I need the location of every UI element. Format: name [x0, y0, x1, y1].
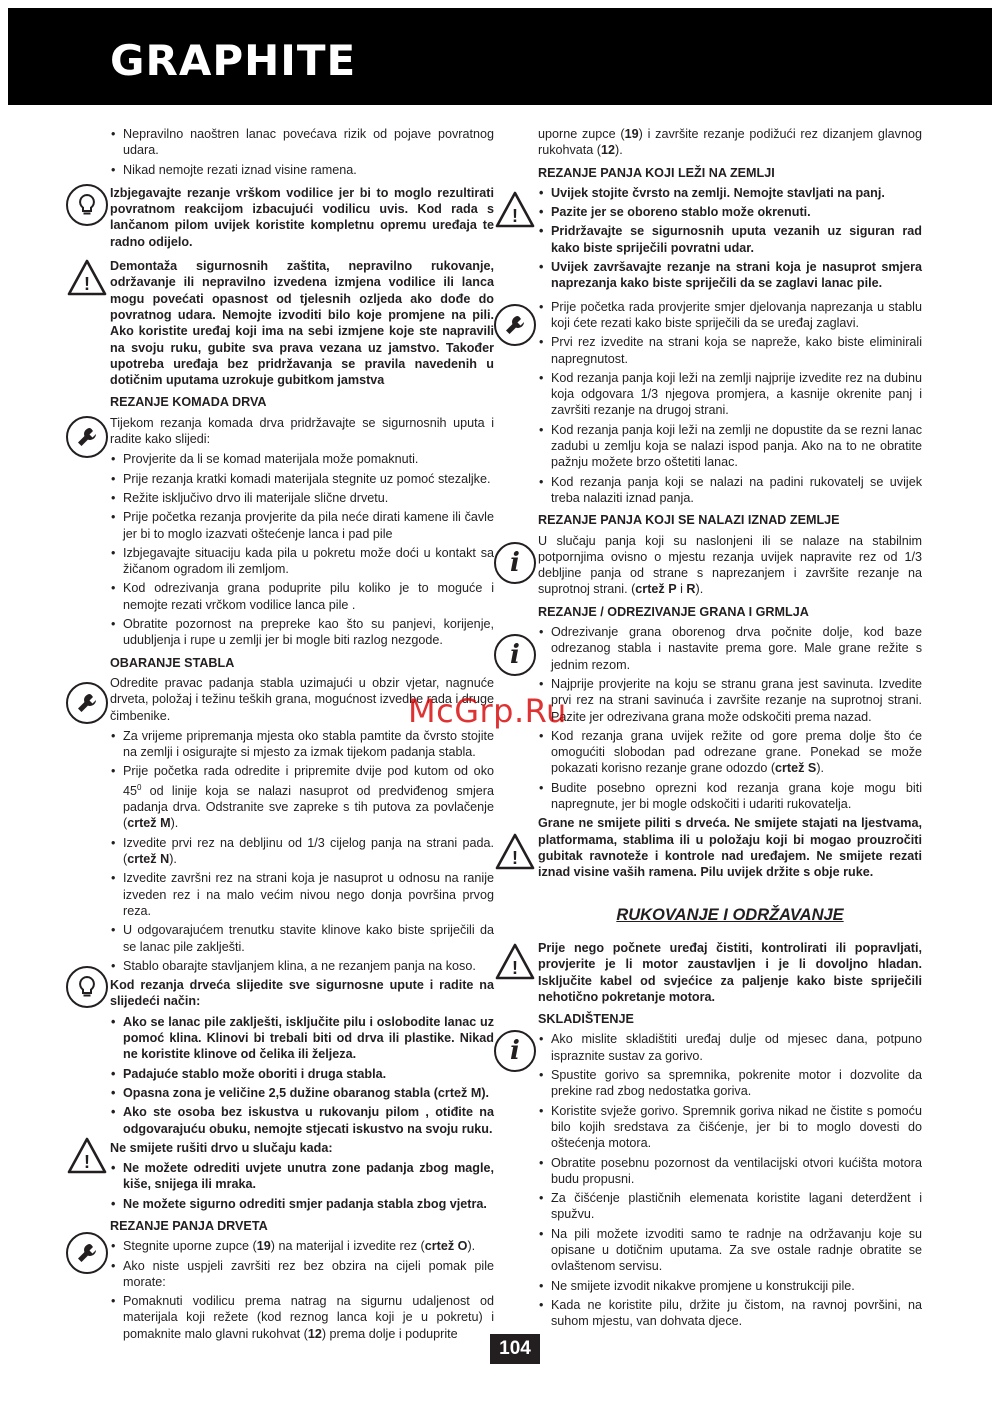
warning-icon [66, 1136, 108, 1178]
section-heading: REZANJE PANJA KOJI SE NALAZI IZNAD ZEMLJE [538, 513, 840, 528]
list-item: • Prije početka rezanja provjerite da pila neće dirati kamene ili čavle jer bi to moglo izazvati oštećenje lanca i pad pile [110, 509, 494, 542]
list-item: • Provjerite da li se komad materijala može pomaknuti. [110, 451, 494, 467]
list-item: • Ako niste uspjeli završiti rez bez obzira na cijeli pomak pile morate: [110, 1258, 494, 1291]
list-item: • Ako ste osoba bez iskustva u rukovanju pilom , otiđite na odgovarajuću obuku, nemojte stjecati iskustvo na svoju ruku. [110, 1104, 494, 1137]
list-item: • Pazite jer se oboreno stablo može okrenuti. [538, 204, 922, 220]
page-number: 104 [490, 1334, 540, 1364]
section-intro: Odredite pravac padanja stabla uzimajući u obzir vjetar, nagnuće drveta, položaj i težinu teških grana, mogućnost izvedbe rada i druge čimbenike. [110, 675, 494, 723]
list-item: • Koristite svježe gorivo. Spremnik goriva nikad ne čistite s pomoću bilo kojih sredstava za čišćenje, jer bi to moglo dovesti do oštećenja motora. [538, 1103, 922, 1152]
right-column [538, 126, 922, 884]
section-heading: REZANJE PANJA KOJI LEŽI NA ZEMLJI [538, 165, 775, 180]
list-item: • Izvedite završni rez na strani koja je nasuprot u odnosu na ranije izveden rez i na malo većim nivou nego donja površina prvog reza. [110, 870, 494, 919]
warning-icon [494, 942, 536, 984]
warning-paragraph: Ne smijete rušiti drvo u slučaju kada: [110, 1140, 333, 1155]
list-item: • Kod rezanja panja koji se nalazi na padini rukovatelj se uvijek treba nalaziti iznad panja. [538, 474, 922, 507]
list-item: • Kod rezanja panja koji leži na zemlji ne dopustite da se rezni lanac zadubi u zemlju koja se nalazi ispod panja. Ako na to ne obratite pažnju možete brzo oštetiti lanac. [538, 422, 922, 471]
section-heading: REZANJE KOMADA DRVA [110, 395, 267, 410]
section-intro: Tijekom rezanja komada drva pridržavajte se sigurnosnih uputa i radite kako slijedi: [110, 415, 494, 447]
section-heading: OBARANJE STABLA [110, 655, 235, 670]
svg-text:!: ! [84, 1152, 90, 1172]
list-item: • Budite posebno oprezni kod rezanja grana koje mogu biti napregnute, jer bi mogle odskočiti i udariti rukovatelja. [538, 780, 922, 813]
wrench-icon [494, 304, 536, 346]
list-item: • Prije početka rada odredite i pripremite dvije pod kutom od oko $45^0$ od linije koja se nalazi nasuprot od predviđenog smjera padanja drva. Odstranite sve zapreke s tih putova za povlačenje (crtež M). [110, 763, 494, 831]
info-icon: i [494, 1030, 536, 1072]
list-item: • Nikad nemojte rezati iznad visine ramena. [110, 162, 494, 178]
chapter-title: RUKOVANJE I ODRŽAVANJE [616, 906, 844, 924]
list-item: • Stegnite uporne zupce (19) na materijal i izvedite rez (crtež O). [110, 1238, 494, 1254]
list-item: • Režite isključivo drvo ili materijale slične drvetu. [110, 490, 494, 506]
list-item: • Kod odrezivanja grana poduprite pilu koliko je to moguće i nemojte rezati vrčkom vodilice lanca pile . [110, 580, 494, 613]
list-item: • Odrezivanje grana oborenog drva počnite dolje, kod baze odrezanog stabla i nastavite prema gore. Male grane režite s jednim rezom. [538, 624, 922, 673]
list-item: • Uvijek završavajte rezanje na strani koja je nasuprot smjera naprezanja kako biste spriječili da se zaglavi lanac pile. [538, 259, 922, 292]
svg-text:!: ! [512, 848, 518, 868]
list-item: • Pridržavajte se sigurnosnih uputa vezanih uz siguran rad kako biste spriječili povratni udar. [538, 223, 922, 256]
warning-icon [66, 258, 108, 300]
warning-paragraph: Grane ne smijete piliti s drveća. Ne smijete stajati na ljestvama, platformama, stablima ili u položaju koji bi mogao prouzročiti gubitak ravnoteže i kontrole nad uređajem. Ne smijete rezati iznad visine vaših ramena. Pilu uvijek držite s obje ruke. [538, 816, 922, 880]
list-item: • Kod rezanja panja koji leži na zemlji najprije izvedite rez na dubinu koja odgovara 1/3 njegova promjera, a kasnije okrenite panj i završiti rezanje na drugoj strani. [538, 370, 922, 419]
warning-icon [494, 832, 536, 874]
info-icon: i [494, 634, 536, 676]
list-item: • Padajuće stablo može oboriti i druga stabla. [110, 1066, 494, 1082]
list-item: • Izvedite prvi rez na debljinu od 1/3 cijelog panja na strani pada. (crtež N). [110, 835, 494, 868]
list-item: • Ne možete sigurno odrediti smjer padanja stabla zbog vjetra. [110, 1196, 494, 1212]
list-item: • Prije rezanja kratki komadi materijala stegnite uz pomoć stezaljke. [110, 471, 494, 487]
list-item: • Obratite pozornost na prepreke kao što su panjevi, korijenje, udubljenja i rupe u zemlji jer bi mogle biti razlog nezgode. [110, 616, 494, 649]
watermark: McGrp.Ru [408, 692, 567, 730]
wrench-icon [66, 682, 108, 724]
lightbulb-icon [66, 966, 108, 1008]
list-item: • Najprije provjerite na koju se stranu grana jest savinuta. Izvedite prvi rez na strani savinuća i završite rezanje na suprotnoj strani. Pazite jer odrezivana grana može odskočiti prema nazad. [538, 676, 922, 725]
list-item: • Na pili možete izvoditi samo te radnje na održavanju koje su opisane u dotičnim uputama. Za sve ostale radnje obratite se ovlaštenom servisu. [538, 1226, 922, 1275]
info-icon: i [494, 542, 536, 584]
left-column [110, 126, 494, 1345]
list-item: • Prvi rez izvedite na strani koja se napreže, kako biste eliminirali napregnutost. [538, 334, 922, 367]
list-item: • Ako mislite skladištiti uređaj dulje od mjesec dana, potpuno ispraznite sustav za gorivo. [538, 1031, 922, 1064]
wrench-icon [66, 416, 108, 458]
warning-paragraph: Demontaža sigurnosnih zaštita, nepravilno rukovanje, održavanje ili nepravilno izvedena izmjena vodilice ili lanca mogu povećati opasnost od tjelesnih ozljeda ako dođe do povratnog udara. Nemojte izvoditi bilo koje promjene na pili. Ako koristite uređaj koji ima na sebi izmjene koje ste napravili na svoju ruku, gubite sva prava vezana uz jamstvo. Također upotreba uređaja bez pridržavanja se pravila navedenih u dotičnim uputama uzrokuje gubitkom jamstva [110, 259, 494, 388]
list-item: • Prije početka rada provjerite smjer djelovanja naprezanja u stablu koji ćete rezati kako biste spriječili da se uređaj zaglavi. [538, 299, 922, 332]
list-item: • Za čišćenje plastičnih elemenata koristite lagani deterdžent i spužvu. [538, 1190, 922, 1223]
brand-logo: GRAPHITE [110, 36, 357, 85]
list-item: • Pomaknuti vodilicu prema natrag na sigurnu udaljenost od materijala koji režete (kod reznog lanca koji je u pokretu) i pomaknite malo glavni rukohvat (12) prema dolje i poduprite [110, 1293, 494, 1342]
warning-icon [494, 190, 536, 232]
section-text: U slučaju panja koji su naslonjeni ili se nalaze na stabilnim potpornjima ovisno o mjestu rezanja uvijek napravite rez od 1/3 debljine panja od strane s naprezanjem i završite rezanje na suprotnoj strani. (crtež P i R). [538, 533, 922, 597]
right-column-lower [538, 940, 922, 1333]
list-item: • Nepravilno naoštren lanac povećava rizik od pojave povratnog udara. [110, 126, 494, 159]
warning-paragraph: Prije nego počnete uređaj čistiti, kontrolirati ili popravljati, provjerite je li motor zaustavljen i je li dovoljno hladan. Isključite kabel od svjećice za paljenje kako biste spriječili nehotično pokretanje motora. [538, 941, 922, 1004]
list-item: • Obratite posebnu pozornost da ventilacijski otvori kućišta motora budu propusni. [538, 1155, 922, 1188]
list-item: • Za vrijeme pripremanja mjesta oko stabla pamtite da čvrsto stojite na zemlji i osigurajte si mjesto za izmak tijekom padanja stabla. [110, 728, 494, 761]
list-item: • Ne smijete izvodit nikakve promjene u konstrukciji pile. [538, 1278, 922, 1294]
wrench-icon [66, 1232, 108, 1274]
continued-text: uporne zupce (19) i završite rezanje podižući rez dizanjem glavnog rukohvata (12). [538, 127, 922, 158]
list-item: • Uvijek stojite čvrsto na zemlji. Nemojte stavljati na panj. [538, 185, 922, 201]
tip-paragraph: Kod rezanja drveća slijedite sve sigurnosne upute i radite na slijedeći način: [110, 978, 494, 1009]
svg-text:!: ! [84, 274, 90, 294]
list-item: • Spustite gorivo sa spremnika, pokrenite motor i dozvolite da prekine rad zbog nedostatka goriva. [538, 1067, 922, 1100]
list-item: • Ako se lanac pile zaklješti, isključite pilu i oslobodite lanac uz pomoć klina. Klinovi bi trebali biti od drva ili plastike. Nikad ne koristite klinove od čelika ili željeza. [110, 1014, 494, 1063]
tip-paragraph: Izbjegavajte rezanje vrškom vodilice jer bi to moglo rezultirati povratnom reakcijom izbacujući vodilicu uvis. Kod rada s lančanom pilom uvijek koristite kompletnu opremu uređaja te radno odijelo. [110, 185, 494, 249]
list-item: • U odgovarajućem trenutku stavite klinove kako biste spriječili da se lanac pile zaklješti. [110, 922, 494, 955]
list-item: • Ne možete odrediti uvjete unutra zone padanja zbog magle, kiše, snijega ili mraka. [110, 1160, 494, 1193]
list-item: • Kod rezanja grana uvijek režite od gore prema dolje što će omogućiti slobodan pad odrezane grane. Ponekad se može pokazati korisno rezanje grane odozdo (crtež S). [538, 728, 922, 777]
svg-text:!: ! [512, 206, 518, 226]
list-item: • Opasna zona je veličine 2,5 dužine obaranog stabla (crtež M). [110, 1085, 494, 1101]
section-heading: REZANJE / ODREZIVANJE GRANA I GRMLJA [538, 604, 809, 619]
section-heading: SKLADIŠTENJE [538, 1012, 634, 1027]
list-item: • Kada ne koristite pilu, držite ju čistom, na ravnoj površini, na suhom mjestu, van dohvata djece. [538, 1297, 922, 1330]
svg-text:!: ! [512, 958, 518, 978]
list-item: • Stablo obarajte stavljanjem klina, a ne rezanjem panja na koso. [110, 958, 494, 974]
lightbulb-icon [66, 184, 108, 226]
section-heading: REZANJE PANJA DRVETA [110, 1219, 268, 1233]
list-item: • Izbjegavajte situaciju kada pila u pokretu može doći u kontakt sa žičanom ogradom ili zemljom. [110, 545, 494, 578]
